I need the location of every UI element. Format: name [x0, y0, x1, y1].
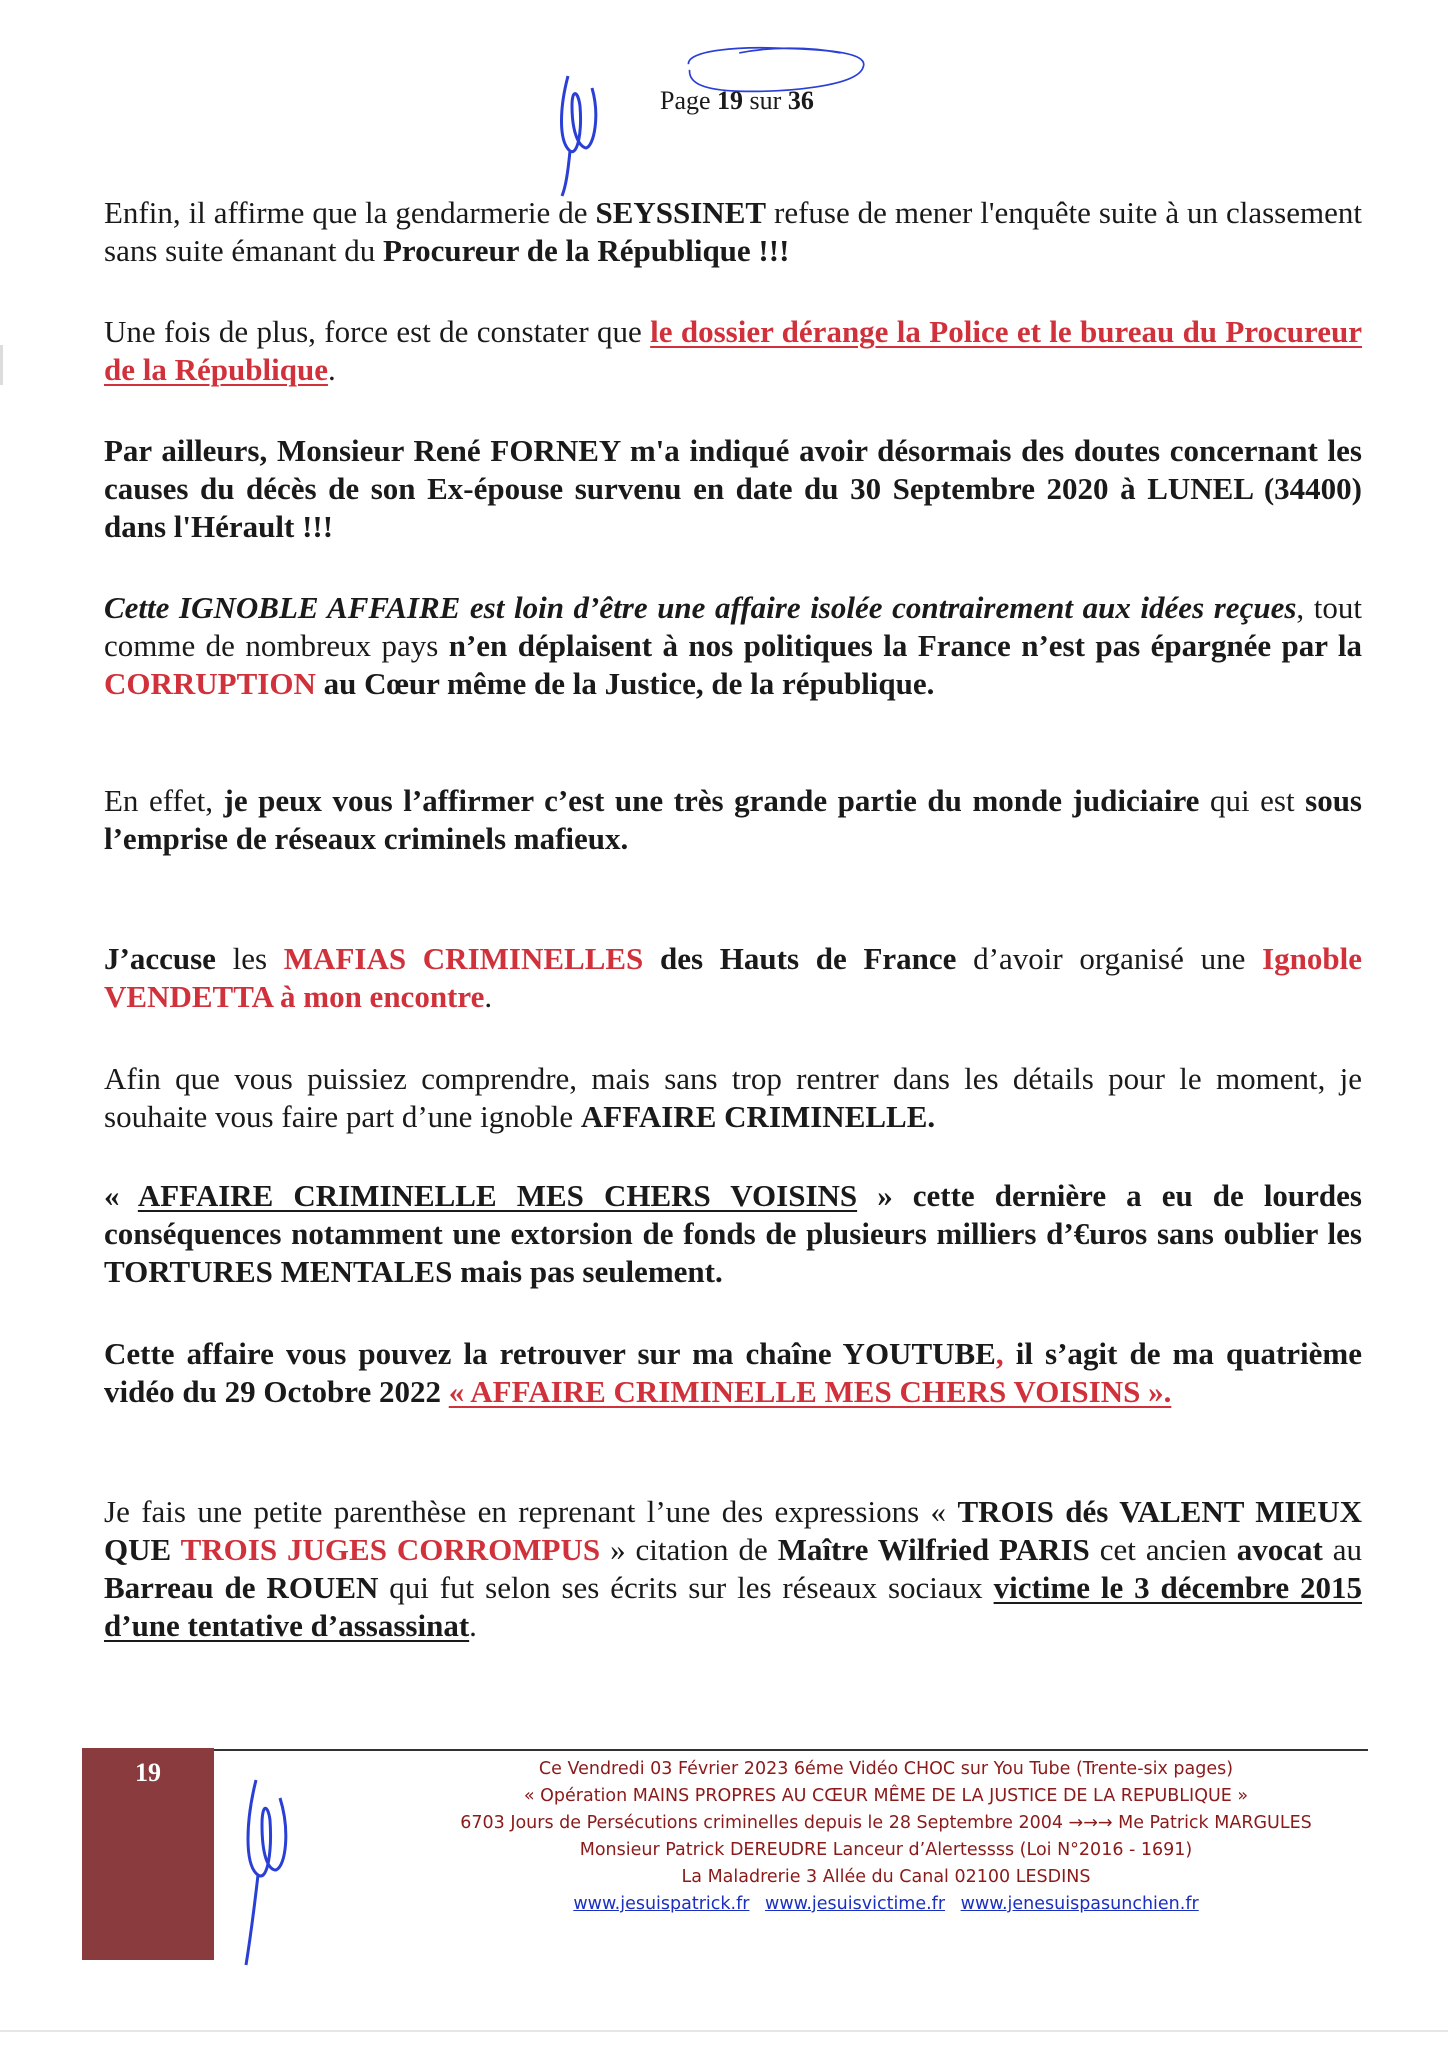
page-indicator	[660, 86, 814, 116]
video-title-reference: « AFFAIRE CRIMINELLE MES CHERS VOISINS ».	[448, 1374, 1172, 1409]
footer-links	[436, 1891, 1336, 1918]
page-total: 36	[787, 86, 814, 115]
paragraph-7: Afin que vous puissiez comprendre, mais sans trop rentrer dans les détails pour le moment, je souhaite vous faire part d’une ignoble AFFAIRE CRIMINELLE.	[104, 1061, 1362, 1134]
footer-link-jesuisvictime[interactable]: www.jesuisvictime.fr	[765, 1894, 946, 1914]
scan-bottom-line	[0, 2030, 1448, 2032]
highlight-link-text: le dossier dérange la Police et le bureau du Procureur de la République	[104, 314, 1363, 387]
paragraph-6: J’accuse les MAFIAS CRIMINELLES des Hauts de France d’avoir organisé une Ignoble VENDETTA à mon encontre.	[104, 941, 1362, 1014]
paragraph-5: En effet, je peux vous l’affirmer c’est une très grande partie du monde judiciaire qui est sous l’emprise de réseaux criminels mafieux.	[104, 783, 1362, 856]
footer-line-2: « Opération MAINS PROPRES AU CŒUR MÊME DE LA JUSTICE DE LA REPUBLIQUE »	[523, 1786, 1249, 1806]
paragraph-1: Enfin, il affirme que la gendarmerie de SEYSSINET refuse de mener l'enquête suite à un classement sans suite émanant du Procureur de la République !!!	[104, 195, 1362, 268]
paragraph-10: Je fais une petite parenthèse en reprenant l’une des expressions « TROIS dés VALENT MIEUX QUE TROIS JUGES CORROMPUS » citation de Maître Wilfried PARIS cet ancien avocat au Barreau de ROUEN qui fut selon ses écrits sur les réseaux sociaux victime le 3 décembre 2015 d’une tentative d’assassinat.	[104, 1494, 1362, 1643]
footer-signature	[216, 1770, 306, 1970]
page-sep: sur	[749, 86, 782, 115]
footer-line-5: La Maladrerie 3 Allée du Canal 02100 LESDINS	[681, 1867, 1091, 1887]
footer-link-jenesuispasunchien[interactable]: www.jenesuispasunchien.fr	[960, 1894, 1199, 1914]
page-label: Page	[660, 86, 711, 115]
footer-line-3: 6703 Jours de Persécutions criminelles depuis le 28 Septembre 2004 →→→ Me Patrick MARGULES	[460, 1813, 1312, 1833]
page-current: 19	[717, 86, 744, 115]
footer-line-1: Ce Vendredi 03 Février 2023 6éme Vidéo CHOC sur You Tube (Trente-six pages)	[538, 1759, 1234, 1779]
footer-line-4: Monsieur Patrick DEREUDRE Lanceur d’Alertessss (Loi N°2016 - 1691)	[579, 1840, 1193, 1860]
paragraph-8: « AFFAIRE CRIMINELLE MES CHERS VOISINS » cette dernière a eu de lourdes conséquences notamment une extorsion de fonds de plusieurs milliers d’€uros sans oublier les TORTURES MENTALES mais pas seulement.	[104, 1178, 1363, 1289]
footer-rule	[212, 1749, 1368, 1751]
footer-text-block	[436, 1756, 1336, 1918]
scan-edge-mark	[0, 345, 3, 385]
footer-page-number: 19	[135, 1758, 161, 1787]
footer-link-jesuispatrick[interactable]: www.jesuispatrick.fr	[573, 1894, 750, 1914]
paragraph-9: Cette affaire vous pouvez la retrouver sur ma chaîne YOUTUBE, il s’agit de ma quatrième vidéo du 29 Octobre 2022 « AFFAIRE CRIMINELLE MES CHERS VOISINS ».	[104, 1336, 1362, 1409]
header-signature	[520, 36, 620, 206]
paragraph-3: Par ailleurs, Monsieur René FORNEY m'a indiqué avoir désormais des doutes concernant les causes du décès de son Ex-épouse survenu en date du 30 Septembre 2020 à LUNEL (34400) dans l'Hérault !!!	[104, 433, 1362, 544]
paragraph-4: Cette IGNOBLE AFFAIRE est loin d’être une affaire isolée contrairement aux idées reçues, tout comme de nombreux pays n’en déplaisent à nos politiques la France n’est pas épargnée par la CORRUPTION au Cœur même de la Justice, de la république.	[104, 590, 1362, 701]
paragraph-2: Une fois de plus, force est de constater que le dossier dérange la Police et le bureau du Procureur de la République.	[104, 314, 1363, 387]
